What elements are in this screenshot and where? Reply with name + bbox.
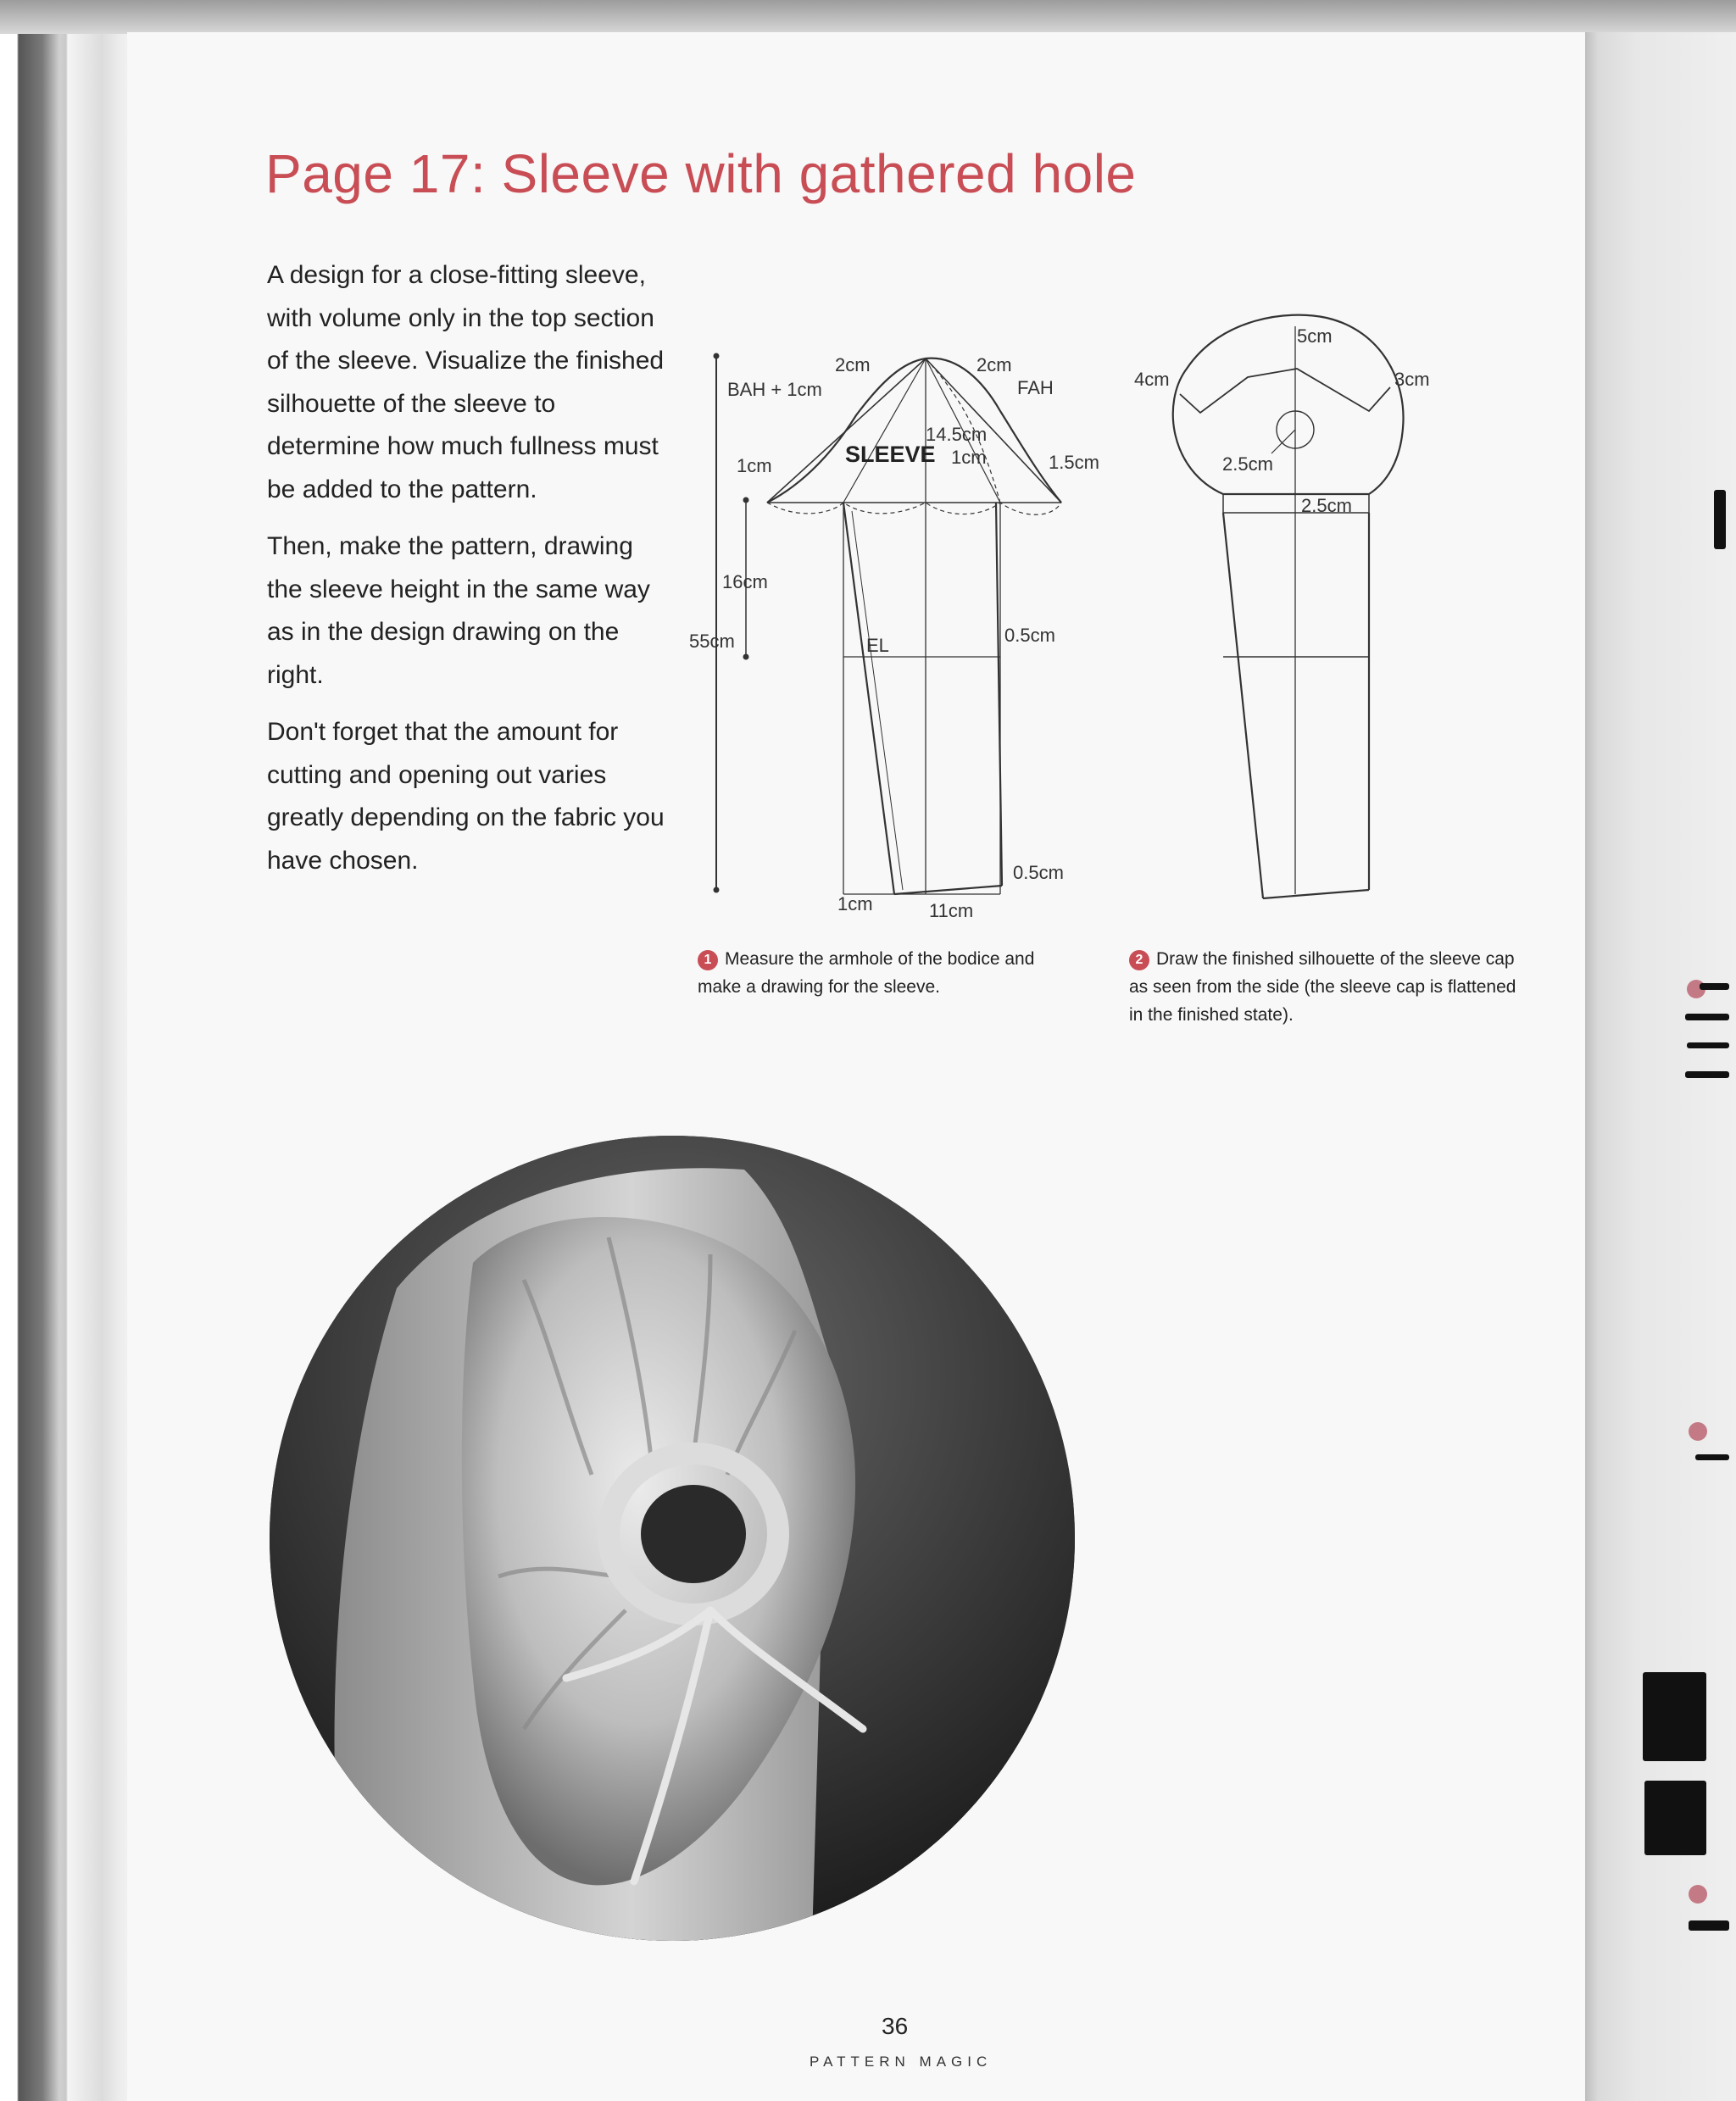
sleeve-photo <box>270 1136 1075 1941</box>
finished-cap-polygon <box>1180 369 1390 413</box>
intro-paragraph: A design for a close-fitting sleeve, with volume only in the top section of the sleeve. Visualize the finished silhouette of the sleeve to determine how much fullness must be added to the pattern. <box>267 261 665 503</box>
sleeve-hole <box>641 1485 746 1583</box>
ink-mark <box>1685 1014 1729 1020</box>
dim-label: 2cm <box>976 354 1012 375</box>
sleeve-photo-illustration <box>270 1136 1075 1941</box>
dim-label: 2.5cm <box>1222 453 1273 475</box>
dim-label: 0.5cm <box>1004 625 1055 646</box>
dim-label: 1cm <box>837 893 873 914</box>
sleeve-inner-line <box>852 511 903 890</box>
dim-label: 1cm <box>737 455 772 476</box>
ink-mark <box>1689 1422 1707 1441</box>
dim-label: 4cm <box>1134 369 1170 390</box>
measure-dot <box>715 888 719 892</box>
ink-mark <box>1644 1781 1706 1855</box>
dim-label: 16cm <box>722 571 768 592</box>
sleeve-label: SLEEVE <box>845 442 936 467</box>
book-title-footer: PATTERN MAGIC <box>810 2054 993 2070</box>
dim-label: 2cm <box>835 354 871 375</box>
ink-mark <box>1685 1071 1729 1078</box>
dim-label: 3cm <box>1394 369 1430 390</box>
intro-text <box>267 254 674 897</box>
book-facing-page-edge <box>1585 32 1736 2101</box>
dim-label: 0.5cm <box>1013 862 1064 883</box>
finished-cap-circle <box>1173 315 1404 494</box>
sleeve-pattern-svg <box>678 301 1526 928</box>
hole-radius-line <box>1271 430 1295 453</box>
underarm-dashed-curve <box>767 503 1061 514</box>
dim-label: 1.5cm <box>1049 452 1099 473</box>
intro-paragraph: Don't forget that the amount for cutting and opening out varies greatly depending on the fabric you have chosen. <box>267 718 665 875</box>
dim-label: 5cm <box>1297 325 1333 347</box>
sleeve-front-seam <box>996 503 1002 886</box>
ink-mark <box>1714 490 1726 549</box>
step-number-badge: 1 <box>698 950 718 970</box>
intro-paragraph: Then, make the pattern, drawing the sleeve height in the same way as in the design drawing on the right. <box>267 532 650 689</box>
caption-step-1 <box>698 945 1079 1001</box>
page-title: Page 17: Sleeve with gathered hole <box>265 143 1137 204</box>
dim-label: 14.5cm <box>926 424 988 445</box>
caption-step-2 <box>1129 945 1527 1029</box>
step-number-badge: 2 <box>1129 950 1149 970</box>
sleeve-back-seam <box>843 503 894 894</box>
caption-text: Measure the armhole of the bodice and make a drawing for the sleeve. <box>698 949 1035 997</box>
cap-construction-line <box>843 359 926 503</box>
book-page-stack-left <box>0 34 140 2101</box>
ink-mark <box>1643 1672 1706 1761</box>
ink-mark <box>1689 1885 1707 1904</box>
finished-back-seam <box>1223 513 1263 898</box>
dim-label: 11cm <box>929 900 974 921</box>
dim-label: BAH + 1cm <box>727 379 822 400</box>
elbow-label: EL <box>866 635 889 656</box>
ink-mark <box>1700 983 1729 990</box>
measure-dot <box>715 354 719 359</box>
ink-mark <box>1695 1454 1729 1460</box>
book-top-shadow <box>0 0 1736 34</box>
ink-mark <box>1689 1920 1729 1931</box>
finished-hem-line <box>1263 890 1369 898</box>
dim-label: FAH <box>1017 377 1054 398</box>
measure-dot <box>744 498 748 503</box>
dim-label: 1cm <box>951 447 987 468</box>
sleeve-hem-line <box>894 886 1002 894</box>
dim-label: 55cm <box>689 631 735 652</box>
ink-mark <box>1687 1042 1729 1048</box>
dim-label: 2.5cm <box>1301 495 1352 516</box>
measure-dot <box>744 655 748 659</box>
caption-text: Draw the finished silhouette of the sleeve cap as seen from the side (the sleeve cap is flattened in the finished state). <box>1129 949 1516 1025</box>
page-number: 36 <box>882 2013 909 2039</box>
sleeve-pattern-diagrams <box>678 301 1526 928</box>
